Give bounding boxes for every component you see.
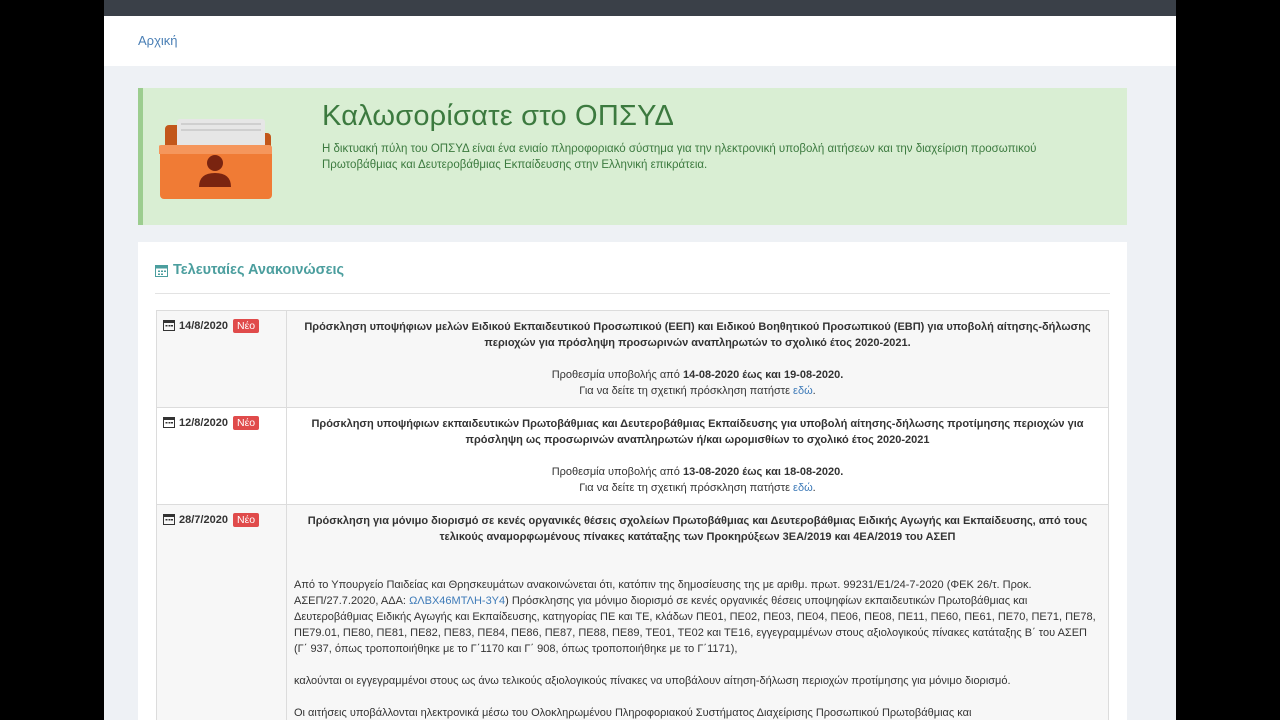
deadline-dates: 13-08-2020 έως και 18-08-2020. bbox=[682, 466, 844, 478]
folder-user-icon bbox=[159, 115, 273, 201]
welcome-title: Καλωσορίσατε στο ΟΠΣΥΔ bbox=[322, 100, 675, 132]
announcement-link[interactable]: εδώ bbox=[793, 385, 813, 397]
breadcrumb-bar bbox=[104, 16, 1176, 66]
announcement-title: Πρόσκληση υποψήφιων μελών Ειδικού Εκπαιδευτικού Προσωπικού (ΕΕΠ) και Ειδικού Βοηθητικού Προσωπικού (ΕΒΠ) για υποβολή αίτησης-δήλωσης περιοχών για πρόσληψη προσωρινών αναπληρωτών το σχολικό έτος 2020-2021. bbox=[304, 321, 1091, 349]
announcement-date: 12/8/2020 bbox=[179, 417, 228, 429]
link-suffix: . bbox=[812, 482, 816, 494]
announcement-content bbox=[287, 505, 1109, 720]
calendar-icon bbox=[163, 513, 175, 525]
welcome-panel bbox=[138, 88, 1127, 225]
breadcrumb-home-link[interactable]: Αρχική bbox=[138, 33, 178, 48]
announcement-row bbox=[157, 408, 1109, 505]
link-suffix: . bbox=[812, 385, 816, 397]
link-prefix: Για να δείτε τη σχετική πρόσκληση πατήστε bbox=[579, 482, 794, 494]
calendar-icon bbox=[163, 319, 175, 331]
announcement-link[interactable]: εδώ bbox=[793, 482, 813, 494]
new-badge: Νέο bbox=[233, 319, 259, 333]
announcement-date-cell bbox=[157, 505, 287, 720]
deadline-dates: 14-08-2020 έως και 19-08-2020. bbox=[682, 369, 844, 381]
announcement-date: 28/7/2020 bbox=[179, 514, 228, 526]
page bbox=[104, 0, 1176, 720]
announcement-paragraph: καλούνται οι εγγεγραμμένοι στους ως άνω τελικούς αξιολογικούς πίνακες να υποβάλουν αίτηση-δήλωση περιοχών προτίμησης για μόνιμο διορισμό. bbox=[294, 675, 1011, 687]
new-badge: Νέο bbox=[233, 416, 259, 430]
paragraph-text: Από το Υπουργείο Παιδείας και Θρησκευμάτων ανακοινώνεται ότι, κατόπιν της δημοσίευσης της με αριθμ. πρωτ. 99231/Ε1/24-7-2020 (ΦΕΚ 26/τ. Προκ. ΑΣΕΠ/27.7.2020, ΑΔΑ: bbox=[294, 579, 1032, 607]
announcement-date: 14/8/2020 bbox=[179, 320, 228, 332]
announcement-title: Πρόσκληση υποψήφιων εκπαιδευτικών Πρωτοβάθμιας και Δευτεροβάθμιας Εκπαίδευσης για υποβολή αίτησης-δήλωσης προτίμησης περιοχών για πρόσληψη ως προσωρινών αναπληρωτών ή/και ωρομισθίων το σχολικό έτος 2020-2021 bbox=[311, 418, 1084, 446]
announcement-date-cell bbox=[157, 408, 287, 505]
announcement-title: Πρόσκληση για μόνιμο διορισμό σε κενές οργανικές θέσεις σχολείων Πρωτοβάθμιας και Δευτεροβάθμιας Ειδικής Αγωγής και Εκπαίδευσης, από τους τελικούς αναμορφωμένους πίνακες κατάταξης των Προκηρύξεων 3ΕΑ/2019 και 4ΕΑ/2019 του ΑΣΕΠ bbox=[307, 515, 1088, 543]
announcements-heading bbox=[155, 262, 344, 278]
paragraph-text: ) Πρόσκλησης για μόνιμο διορισμό σε κενές οργανικές θέσεις υποψηφίων εκπαιδευτικών Πρωτοβάθμιας και Δευτεροβάθμιας Ειδικής Αγωγής και Εκπαίδευσης, κατηγορίας ΠΕ και ΤΕ, κλάδων ΠΕ01, ΠΕ02, ΠΕ03, ΠΕ04, ΠΕ06, ΠΕ08, ΠΕ11, ΠΕ60, ΠΕ61, ΠΕ70, ΠΕ71, ΠΕ78, ΠΕ79.01, ΠΕ80, ΠΕ81, ΠΕ82, ΠΕ83, ΠΕ84, ΠΕ86, ΠΕ87, ΠΕ88, ΠΕ89, ΤΕ01, ΤΕ02 και ΤΕ16, εγγεγραμμένων στους αξιολογικούς πίνακες κατάταξης Β΄ του ΑΣΕΠ (Γ΄ 937, όπως τροποποιήθηκε με το Γ΄1170 και Γ΄ 908, όπως τροποποιήθηκε με το Γ΄1171), bbox=[294, 595, 1096, 655]
announcement-content bbox=[287, 408, 1109, 505]
top-navbar bbox=[104, 0, 1176, 16]
announcement-content bbox=[287, 311, 1109, 408]
announcement-paragraph bbox=[294, 577, 1101, 657]
announcement-date-cell bbox=[157, 311, 287, 408]
welcome-description: Η δικτυακή πύλη του ΟΠΣΥΔ είναι ένα ενιαίο πληροφοριακό σύστημα για την ηλεκτρονική υποβολή αιτήσεων και την διαχείριση προσωπικού Πρωτοβάθμιας και Δευτεροβάθμιας Εκπαίδευσης στην Ελληνική επικράτεια. bbox=[322, 143, 1037, 171]
deadline-prefix: Προθεσμία υποβολής από bbox=[551, 466, 683, 478]
calendar-icon bbox=[155, 264, 168, 277]
announcements-heading-text: Τελευταίες Ανακοινώσεις bbox=[173, 262, 345, 278]
deadline-prefix: Προθεσμία υποβολής από bbox=[551, 369, 683, 381]
calendar-icon bbox=[163, 416, 175, 428]
announcements-panel bbox=[138, 242, 1127, 720]
announcements-table bbox=[156, 310, 1109, 720]
announcement-row bbox=[157, 311, 1109, 408]
link-prefix: Για να δείτε τη σχετική πρόσκληση πατήστε bbox=[579, 385, 794, 397]
ada-link[interactable]: ΩΛΒΧ46ΜΤΛΗ-3Υ4 bbox=[409, 595, 506, 607]
announcement-paragraph: Οι αιτήσεις υποβάλλονται ηλεκτρονικά μέσω του Ολοκληρωμένου Πληροφοριακού Συστήματος Διαχείρισης Προσωπικού Πρωτοβάθμιας και bbox=[294, 707, 972, 719]
new-badge: Νέο bbox=[233, 513, 259, 527]
announcement-row bbox=[157, 505, 1109, 720]
divider bbox=[155, 293, 1110, 294]
